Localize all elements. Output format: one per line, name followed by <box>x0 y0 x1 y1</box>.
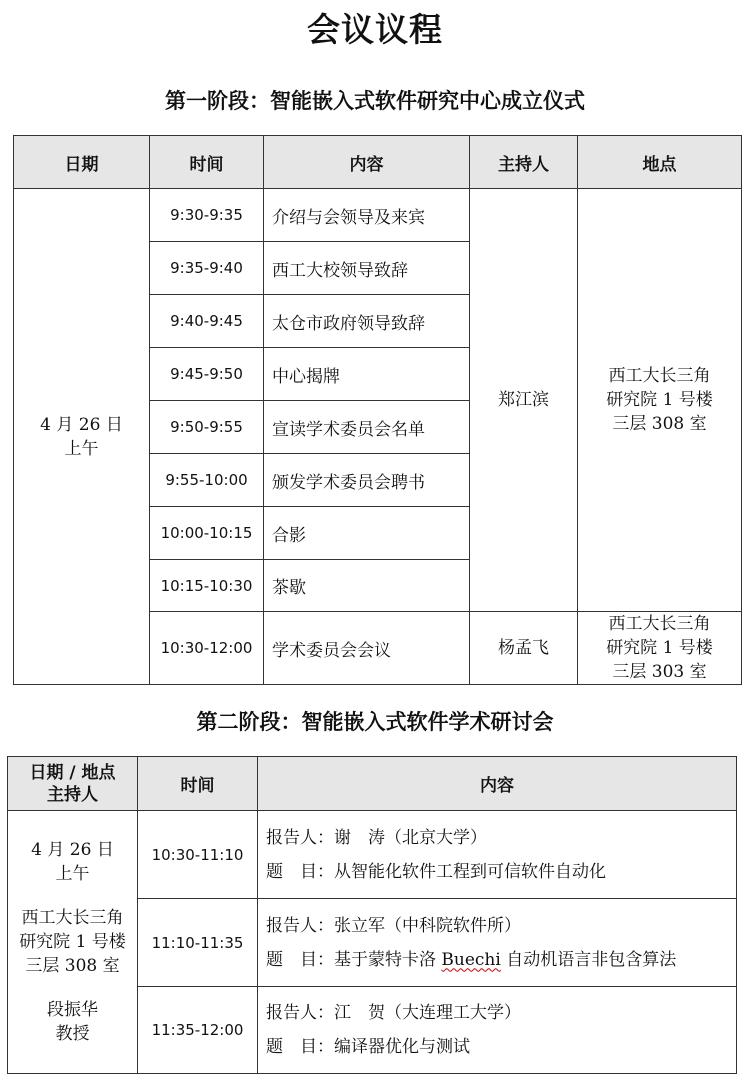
topic-text: 题 目：从智能化软件工程到可信软件自动化 <box>266 861 606 882</box>
topic-prefix: 题 目：基于蒙特卡洛 <box>266 949 442 970</box>
time-cell: 9:30-9:35 <box>150 189 264 242</box>
location-line: 研究院 1 号楼 <box>19 932 126 952</box>
location-line: 三层 303 室 <box>612 662 707 682</box>
content-cell: 介绍与会领导及来宾 <box>264 189 470 242</box>
page-title: 会议议程 <box>307 10 443 49</box>
reporter-text: 报告人：张立军（中科院软件所） <box>266 915 521 936</box>
content-cell: 太仓市政府领导致辞 <box>264 295 470 348</box>
header-host: 主持人 <box>470 136 578 189</box>
header-time: 时间 <box>138 757 258 811</box>
date-period: 上午 <box>55 864 90 884</box>
phase2-heading: 第二阶段：智能嵌入式软件学术研讨会 <box>196 710 554 734</box>
location-line: 西工大长三角 <box>608 366 711 386</box>
time-cell: 9:40-9:45 <box>150 295 264 348</box>
header-date-location-host <box>8 757 138 811</box>
report-cell <box>258 899 737 987</box>
date-location-host-cell <box>8 811 138 1074</box>
header-date: 日期 <box>14 136 150 189</box>
content-cell: 合影 <box>264 507 470 560</box>
time-cell: 11:10-11:35 <box>138 899 258 987</box>
header-content: 内容 <box>258 757 737 811</box>
host-cell: 杨孟飞 <box>470 612 578 685</box>
phase2-header-row <box>8 757 737 811</box>
time-cell: 10:30-11:10 <box>138 811 258 899</box>
header-line: 日期 / 地点 <box>29 762 116 783</box>
time-cell: 9:35-9:40 <box>150 242 264 295</box>
location-line: 三层 308 室 <box>25 956 120 976</box>
time-cell: 9:55-10:00 <box>150 454 264 507</box>
time-cell: 9:50-9:55 <box>150 401 264 454</box>
reporter-text: 报告人：江 贺（大连理工大学） <box>266 1003 521 1023</box>
report-cell <box>258 811 737 899</box>
time-cell: 10:00-10:15 <box>150 507 264 560</box>
date-period: 上午 <box>64 438 99 459</box>
report-cell <box>258 987 737 1074</box>
host-name: 段振华 <box>47 1000 98 1020</box>
location-line: 西工大长三角 <box>21 908 124 928</box>
content-cell: 宣读学术委员会名单 <box>264 401 470 454</box>
location-line: 研究院 1 号楼 <box>606 638 713 658</box>
header-time: 时间 <box>150 136 264 189</box>
phase1-table <box>13 135 742 685</box>
date-text: 4 月 26 日 <box>31 840 114 860</box>
content-cell: 颁发学术委员会聘书 <box>264 454 470 507</box>
topic-suffix: 自动机语言非包含算法 <box>500 949 677 970</box>
date-text: 4 月 26 日 <box>40 414 123 435</box>
table-row <box>14 189 742 242</box>
location-line: 西工大长三角 <box>608 614 711 634</box>
content-cell: 中心揭牌 <box>264 348 470 401</box>
header-line: 主持人 <box>47 784 98 805</box>
header-location: 地点 <box>578 136 742 189</box>
content-cell: 茶歇 <box>264 560 470 612</box>
phase2-table <box>7 756 737 1074</box>
location-cell <box>578 612 742 685</box>
topic-keyword: Buechi <box>441 949 501 970</box>
time-cell: 11:35-12:00 <box>138 987 258 1074</box>
host-title: 教授 <box>55 1024 90 1044</box>
date-cell <box>14 189 150 685</box>
topic-text <box>266 943 736 977</box>
time-cell: 10:30-12:00 <box>150 612 264 685</box>
phase1-header-row <box>14 136 742 189</box>
location-cell <box>578 189 742 612</box>
phase1-heading: 第一阶段：智能嵌入式软件研究中心成立仪式 <box>165 89 585 113</box>
header-content: 内容 <box>264 136 470 189</box>
location-line: 研究院 1 号楼 <box>606 390 713 410</box>
reporter-text: 报告人：谢 涛（北京大学） <box>266 827 487 848</box>
content-cell: 学术委员会会议 <box>264 612 470 685</box>
topic-text: 题 目：编译器优化与测试 <box>266 1037 470 1057</box>
host-cell: 郑江滨 <box>470 189 578 612</box>
time-cell: 9:45-9:50 <box>150 348 264 401</box>
location-line: 三层 308 室 <box>612 414 707 434</box>
time-cell: 10:15-10:30 <box>150 560 264 612</box>
table-row <box>8 811 737 899</box>
content-cell: 西工大校领导致辞 <box>264 242 470 295</box>
